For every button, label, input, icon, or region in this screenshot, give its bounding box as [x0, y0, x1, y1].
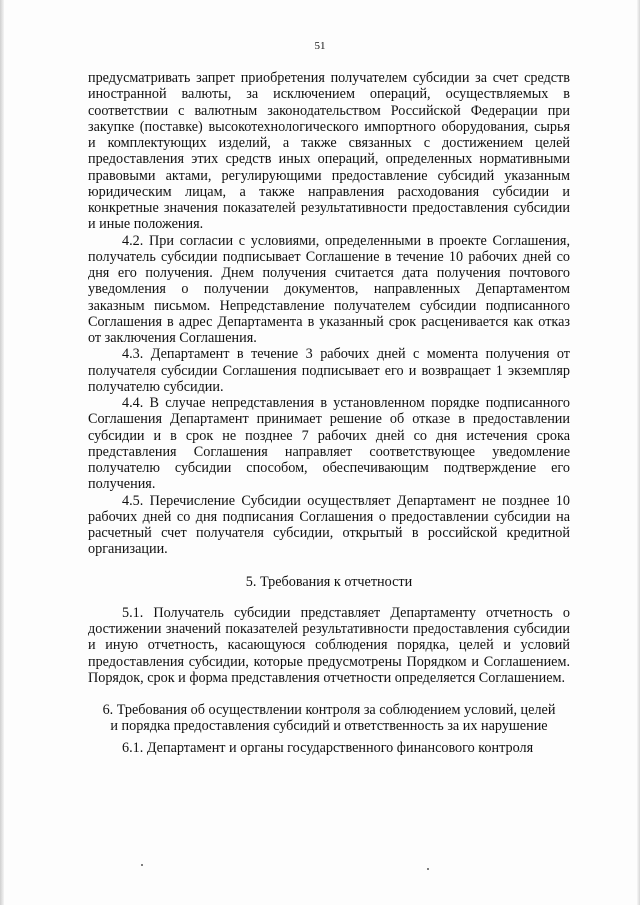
section-heading-6-line2: и порядка предоставления субсидий и ответственность за их нарушение [110, 718, 548, 735]
paragraph-6-1: 6.1. Департамент и органы государственного финансового контроля [122, 739, 534, 756]
section-heading-5: 5. Требования к отчетности [245, 573, 413, 590]
paragraph-5-1: 5.1. Получатель субсидии представляет Департаменту отчетность о достижении значений показателей результативности предоставления субсидии и иную отчетность, касающуюся соблюдения порядка, целей и условий предоставления субсидии, которые предусмотрены Порядком и Соглашением. Порядок, срок и форма представления отчетности определяется Соглашением. [88, 604, 570, 686]
paragraph-continued: предусматривать запрет приобретения получателем субсидии за счет средств иностранной валюты, за исключением операций, осуществляемых в соответствии с валютным законодательством Российской Федерации при закупке (поставке) высокотехнологического импортного оборудования, сырья и комплектующих изделий, а также связанных с достижением целей предоставления этих средств иных операций, определенных нормативными правовыми актами, регулирующими предоставление субсидий указанным юридическим лицам, а также направления расходования субсидии и конкретные значения показателей результативности предоставления субсидии и иные положения. [88, 70, 570, 233]
paragraph-4-5: 4.5. Перечисление Субсидии осуществляет Департамент не позднее 10 рабочих дней со дня подписания Соглашения о предоставлении субсидии на расчетный счет получателя субсидии, открытый в российской кредитной организации. [88, 492, 570, 558]
paragraph-4-3: 4.3. Департамент в течение 3 рабочих дней с момента получения от получателя субсидии Соглашения подписывает его и возвращает 1 экземпляр получателю субсидии. [88, 346, 570, 395]
section-heading-6-line1: 6. Требования об осуществлении контроля за соблюдением условий, целей [102, 702, 556, 718]
paragraph-4-2: 4.2. При согласии с условиями, определенными в проекте Соглашения, получатель субсидии подписывает Соглашение в течение 10 рабочих дней со дня его получения. Днем получения считается дата получения почтового уведомления о получении документов, направленных Департаментом заказным письмом. Непредставление получателем субсидии подписанного Соглашения в адрес Департамента в указанный срок расценивается как отказ от заключения Соглашения. [88, 232, 570, 346]
scan-speck [427, 868, 429, 870]
page-number: 51 [314, 40, 326, 52]
paragraph-4-4: 4.4. В случае непредставления в установленном порядке подписанного Соглашения Департамент принимает решение об отказе в предоставлении субсидии и в срок не позднее 7 рабочих дней со дня истечения срока представления Соглашения направляет соответствующее уведомление получателю субсидии способом, обеспечивающим подтверждение его получения. [88, 395, 570, 493]
section-heading-6 [88, 702, 570, 735]
scan-speck [141, 864, 143, 866]
scan-edge-left [0, 0, 4, 905]
document-body [88, 70, 570, 756]
